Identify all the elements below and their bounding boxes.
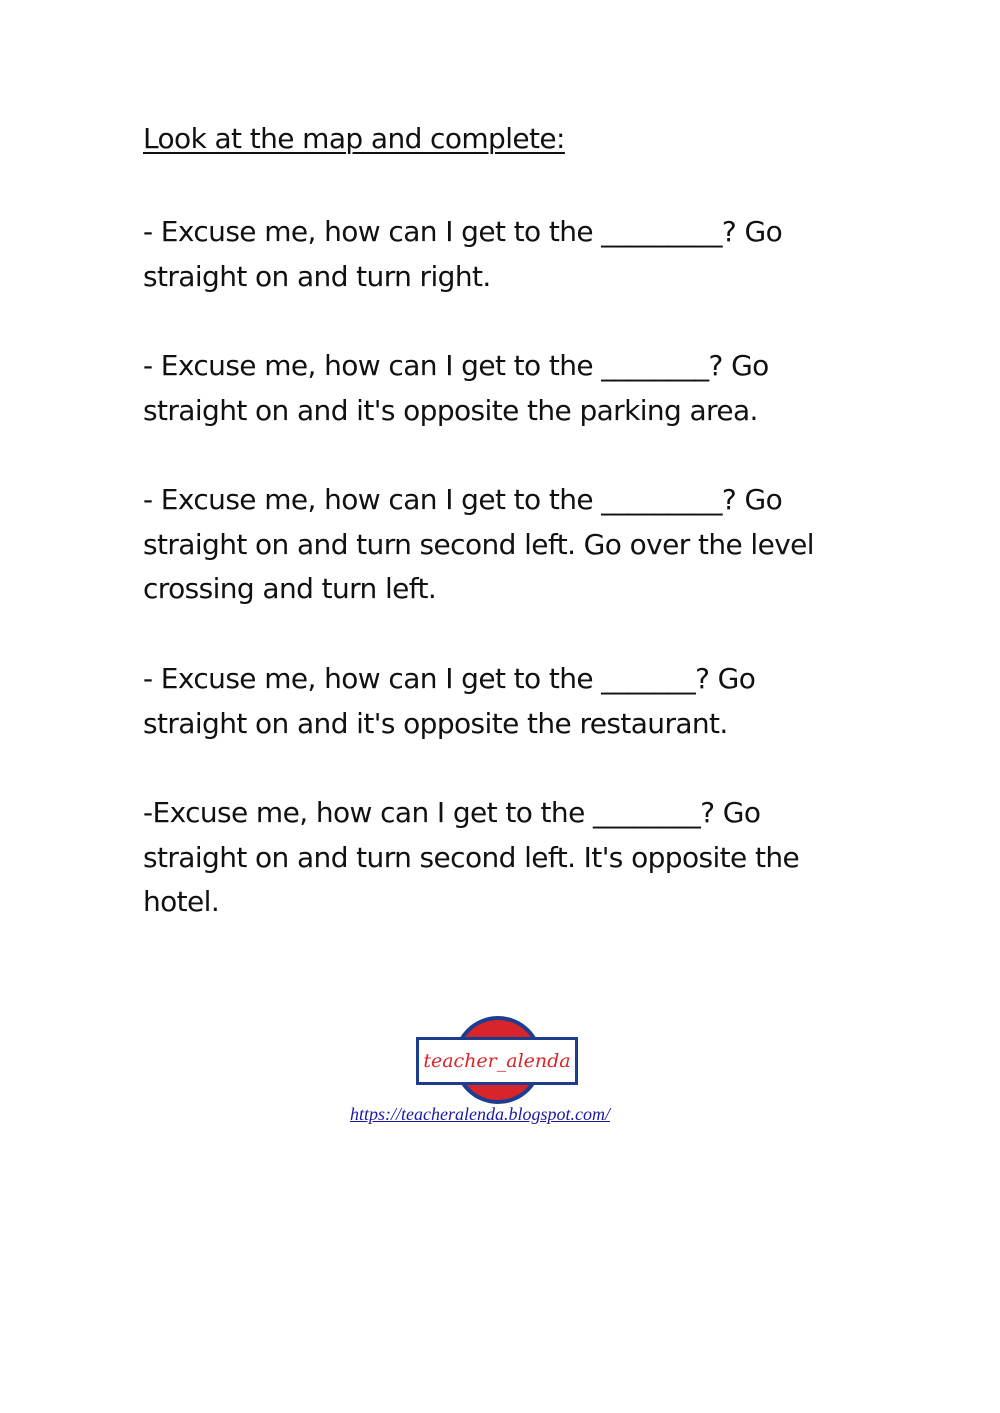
blog-link[interactable]: https://teacheralenda.blogspot.com/ bbox=[350, 1104, 610, 1124]
logo-text: teacher_alenda bbox=[423, 1050, 571, 1072]
logo-banner bbox=[416, 1037, 578, 1085]
worksheet-heading: Look at the map and complete: bbox=[143, 122, 565, 155]
question-1: - Excuse me, how can I get to the _________? Go straight on and turn right. bbox=[143, 215, 783, 293]
question-4: - Excuse me, how can I get to the _______? Go straight on and it's opposite the restaurant. bbox=[143, 662, 756, 740]
question-2: - Excuse me, how can I get to the ________? Go straight on and it's opposite the parking area. bbox=[143, 349, 769, 427]
teacher-alenda-logo bbox=[416, 1016, 578, 1108]
question-3: - Excuse me, how can I get to the _________? Go straight on and turn second left. Go over the level crossing and turn left. bbox=[143, 483, 814, 605]
question-5: -Excuse me, how can I get to the ________? Go straight on and turn second left. It's opposite the hotel. bbox=[143, 796, 800, 918]
